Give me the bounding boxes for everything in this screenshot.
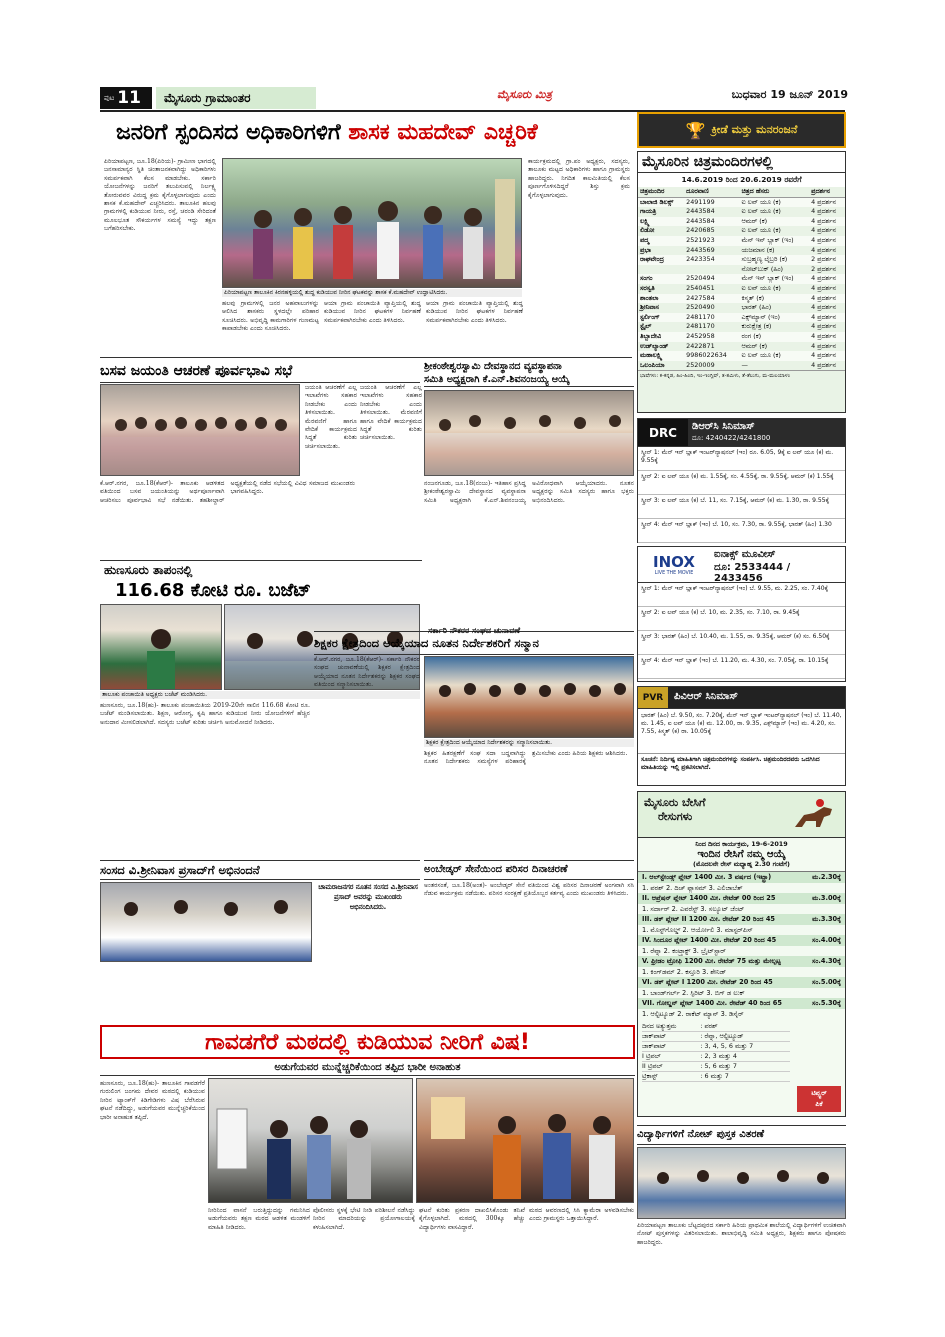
race-row (638, 893, 845, 904)
cinema-shows: 4 ಪ್ರದರ್ಶನ (811, 293, 837, 302)
cinema-shows: 4 ಪ್ರದರ್ಶನ (811, 283, 837, 292)
race-picks: 1. ಸರ್ದಾರ್ 2. ಎವರೆಸ್ಟ್ 3. ಸಲ್ಯೂಟ್ ಜೆಂಟ್ (642, 904, 745, 913)
drc-title: ಡಿಆರ್‌ಸಿ ಸಿನಿಮಾಸ್ (692, 421, 755, 432)
cinema-theatre: ಸರಸ್ವತಿ (640, 283, 655, 292)
race-time: ಮ.2.30ಕ್ಕೆ (812, 873, 841, 881)
budget-headline: 116.68 ಕೋಟಿ ರೂ. ಬಜೆಟ್ (115, 580, 311, 601)
sports-banner (637, 112, 846, 148)
lead-photo-figures (223, 159, 522, 288)
cinema-row (638, 274, 845, 284)
race-summary-key: ಜಾಕ್‌ಪಾಟ್ (642, 1032, 700, 1042)
race-row (638, 914, 845, 925)
screen-showtime: ಸ್ಕ್ರೀನ್ 4: ಮೆನ್ ಇನ್ ಬ್ಲಾಕ್ (ಇಂ) ಬೆ. 11.20, ಮ. 4.30, ಸಂ. 7.05ಕ್ಕೆ, ರಾ. 10.15ಕ್ಕೆ (638, 655, 845, 679)
pvr-logo: PVR (638, 687, 668, 708)
section-name: ಮೈಸೂರು ಗ್ರಾಮಾಂತರ (156, 87, 316, 109)
race-time: ಸಂ.5.30ಕ್ಕೆ (811, 999, 841, 1007)
race-title-line2: ರೇಸುಗಳು (658, 810, 693, 823)
cinema-phone: 2491199 (686, 197, 715, 206)
cinema-col-shows: ಪ್ರದರ್ಶನ (811, 187, 830, 195)
lead-headline-part1: ಜನರಿಗೆ ಸ್ಪಂದಿಸದ ಅಧಿಕಾರಿಗಳಿಗೆ (116, 120, 349, 145)
cinema-movie: ಭಾರತ್ (ಹಿಂ) (741, 303, 772, 312)
teacher-photo (424, 656, 634, 738)
screen-showtime: ಸ್ಕ್ರೀನ್ 4: ಮೆನ್ ಇನ್ ಬ್ಲಾಕ್ (ಇಂ) ಬೆ. 10, ಸಂ. 7.30, ರಾ. 9.55ಕ್ಕೆ, ಭಾರತ್ (ಹಿಂ) 1.30 (638, 519, 845, 543)
mp-headline: ಸಂಸದ ವಿ.ಶ್ರೀನಿವಾಸ ಪ್ರಸಾದ್‌ಗೆ ಅಭಿನಂದನೆ (100, 860, 420, 880)
mp-photo-figures (101, 883, 312, 962)
cinema-movie: ಕುರುಕ್ಷೇತ್ರ (ಕ) (741, 322, 772, 331)
cinema-theatre: ಶ್ರೀನಿವಾಸ (640, 303, 659, 312)
screen-showtime: ಸ್ಕ್ರೀನ್ 1: ಮೆನ್ ಇನ್ ಬ್ಲಾಕ್ ಇಂಟರ್‌ನ್ಯಾಷನಲ್ (ಇಂ) ಬೆ. 9.55, ಮ. 2.25, ಸಂ. 7.40ಕ್ಕೆ (638, 583, 845, 607)
screen-showtime: ಸ್ಕ್ರೀನ್ 3: ಭಾರತ್ (ಹಿಂ) ಬೆ. 10.40, ಮ. 1.55, ರಾ. 9.35ಕ್ಕೆ, ಆಮರ್ (ಕ) ಸಂ. 6.50ಕ್ಕೆ (638, 631, 845, 655)
race-day: ನಿಂದ ದಿನದ ಕಾರ್ಯಕ್ರಮ, 19-6-2019 (695, 840, 788, 848)
cinema-theatre: ಮಹಾಲಕ್ಷ್ಮಿ (640, 351, 663, 360)
cinema-theatre: ಸ್ಟೈಲ್ (640, 322, 652, 331)
budget-photo-left-figure (101, 605, 222, 690)
trophy-icon: 🏆 (685, 120, 706, 140)
lead-photo-caption: ಪಿರಿಯಾಪಟ್ಟಣ ತಾಲೂಕಿನ ಕಿರನಹಳ್ಳಿಯಲ್ಲಿ ಶುದ್ಧ ಕುಡಿಯುವ ನೀರಿನ ಘಟಕವನ್ನು ಶಾಸಕ ಕೆ.ಮಹದೇವ್ ಉದ್ಘಾಟಿಸಿದರು. (222, 289, 522, 297)
drc-logo: DRC (638, 419, 688, 446)
cinema-movie: ಆಮರ್ (ಕ) (741, 341, 768, 350)
temple-photo (424, 390, 634, 476)
page-label: ಪುಟ (104, 93, 115, 102)
race-summary-key: ಜಾಕ್‌ಪಾಟ್ (642, 1042, 700, 1052)
mp-photo (100, 882, 312, 962)
race-summary-row (642, 1032, 790, 1042)
drc-phone: ದೂ: 4240422/4241800 (692, 434, 771, 442)
cinema-theatre: ಲಿಡೋ (640, 226, 655, 235)
water-body2: ನೀರಿನಿಂದ ವಾಸನೆ ಬರುತ್ತಿದ್ದುದನ್ನು ಗಮನಿಸಿದ ಅಡುಗೆಯವರು ತಕ್ಷಣ ಮಠದ ಆಡಳಿತ ಮಂಡಳಿಗೆ ಮಾಹಿತಿ ನೀಡಿದರು. (208, 1207, 310, 1231)
temple-headline-line2: ಸಮಿತಿ ಅಧ್ಯಕ್ಷರಾಗಿ ಕೆ.ಎನ್.ಶಿವನಂಜಯ್ಯ ಆಯ್ಕೆ (424, 374, 570, 385)
cinema-movie: ಸುಬ್ರಹ್ಮಣ್ಯ ಲೈಬ್ರರಿ (ಕ) (741, 255, 788, 264)
teacher-photo-caption: ಶಿಕ್ಷಕರ ಕ್ಷೇತ್ರದಿಂದ ಆಯ್ಕೆಯಾದ ನಿರ್ದೇಶಕರನ್ನು ಸನ್ಮಾನಿಸಲಾಯಿತು. (424, 739, 634, 747)
race-row (638, 998, 845, 1009)
cinema-phone: 2452958 (686, 331, 715, 340)
temple-headline (424, 360, 634, 387)
screen-showtime: ಸ್ಕ್ರೀನ್ 2: ಐ ಲವ್ ಯೂ (ಕ) ಮ. 1.55ಕ್ಕೆ, ಸಂ. 4.55ಕ್ಕೆ, ರಾ. 9.55ಕ್ಕೆ, ಆಮರ್ (ಕ) 1.55ಕ್ಕೆ (638, 471, 845, 495)
water-photo-left (208, 1078, 413, 1203)
ambedkar-body: ಅಂತರಸಂತೆ, ಜೂ.18(ಅಂತ)- ಅಂಬೇಡ್ಕರ್ ಸೇನೆ ವತಿಯಿಂದ ವಿಶ್ವ ಪರಿಸರ ದಿನಾಚರಣೆ ಅಂಗವಾಗಿ ಸಸಿ ನೆಡುವ ಕಾರ್ಯಕ್ರಮ ನಡೆಯಿತು. ಪರಿಸರ ಸಂರಕ್ಷಣೆ ಪ್ರತಿಯೊಬ್ಬರ ಕರ್ತವ್ಯ ಎಂದು ಮುಖಂಡರು ತಿಳಿಸಿದರು. (424, 882, 634, 898)
page-number: 11 (117, 88, 141, 108)
cinema-row (638, 351, 845, 361)
race-row (638, 977, 845, 988)
teacher-body: ಕೆ.ಆರ್.ನಗರ, ಜೂ.18(ಕೆಆರ್)- ಸರ್ಕಾರಿ ನೌಕರರ ಸಂಘದ ಚುನಾವಣೆಯಲ್ಲಿ ಶಿಕ್ಷಕರ ಕ್ಷೇತ್ರದಿಂದ ಆಯ್ಕೆಯಾದ ನೂತನ ನಿರ್ದೇಶಕರನ್ನು ಶಿಕ್ಷಕರ ಸಂಘದ ವತಿಯಿಂದ ಸನ್ಮಾನಿಸಲಾಯಿತು. (314, 656, 420, 689)
cinema-phone: 2443569 (686, 245, 715, 254)
tipster-line2: ಪಿಕೆ (815, 1100, 823, 1108)
cinema-shows: 4 ಪ್ರದರ್ಶನ (811, 351, 837, 360)
cinema-row (638, 197, 845, 207)
cinema-shows: 4 ಪ್ರದರ್ಶನ (811, 226, 837, 235)
cinema-theatre: ಒಲಂಪಿಯಾ (640, 360, 665, 369)
cinema-legend: ಭಾಷೆಗಳು: ಕ-ಕನ್ನಡ, ಹಿಂ-ಹಿಂದಿ, ಇಂ-ಇಂಗ್ಲಿಷ್, ತ-ತಮಿಳು, ತೆ-ತೆಲುಗು, ಮ-ಮಲಯಾಳಂ (638, 370, 845, 382)
race-summary-value: : 6 ಮತ್ತು 7 (700, 1072, 790, 1082)
race-row (638, 872, 845, 883)
cinema-shows: 4 ಪ್ರದರ್ಶನ (811, 322, 837, 331)
temple-body: ನಂಜನಗೂಡು, ಜೂ.18(ನಂಜು)- ಇತಿಹಾಸ ಪ್ರಸಿದ್ಧ ಶ್ರೀಕಂಠೇಶ್ವರಸ್ವಾಮಿ ದೇವಸ್ಥಾನದ ವ್ಯವಸ್ಥಾಪನಾ ಸಮಿತಿ ಅಧ್ಯಕ್ಷರಾಗಿ ಕೆ.ಎನ್.ಶಿವನಂಜಯ್ಯ ಅವಿರೋಧವಾಗಿ ಆಯ್ಕೆಯಾದರು. ನೂತನ ಅಧ್ಯಕ್ಷರನ್ನು ಸಮಿತಿ ಸದಸ್ಯರು ಹಾಗೂ ಭಕ್ತರು ಅಭಿನಂದಿಸಿದರು. (424, 480, 634, 504)
cinema-row (638, 294, 845, 304)
cinema-title: ಮೈಸೂರಿನ ಚಿತ್ರಮಂದಿರಗಳಲ್ಲಿ (638, 152, 845, 173)
cinema-phone: 2540451 (686, 283, 715, 292)
pvr-title: ಪಿವಿಆರ್ ಸಿನಿಮಾಸ್ (668, 687, 845, 708)
race-time: ಸಂ.4.00ಕ್ಕೆ (811, 936, 841, 944)
race-summary-key: II ಟ್ರಿಪಲ್ (642, 1062, 700, 1072)
page-number-box (100, 87, 152, 109)
race-title: I. ಆಲ್‌ಸ್ಟೇಂಡ್ಸ್ ಪ್ಲೇಟ್ 1400 ಮೀ. 3 ವರ್ಷದ (ಇಟ್ಟ್ರಾ) (642, 873, 772, 881)
race-header (638, 792, 845, 838)
cinema-phone: 2427584 (686, 293, 715, 302)
budget-kicker: ಹುಣಸೂರು ತಾಪಂನಲ್ಲಿ (104, 563, 193, 577)
cinema-row (638, 313, 845, 323)
screen-showtime: ಸ್ಕ್ರೀನ್ 2: ಐ ಲವ್ ಯೂ (ಕ) ಬೆ. 10, ಮ. 2.35, ಸಂ. 7.10, ರಾ. 9.45ಕ್ಕೆ (638, 607, 845, 631)
cinema-shows: 4 ಪ್ರದರ್ಶನ (811, 245, 837, 254)
cinema-movie: ಐ ಲವ್ ಯೂ (ಕ) (741, 197, 781, 206)
drc-screens (638, 447, 845, 543)
pvr-body: ಭಾರತ್ (ಹಿಂ) ಬೆ. 9.50, ಸಂ. 7.20ಕ್ಕೆ, ಮೆನ್ ಇನ್ ಬ್ಲಾಕ್ ಇಂಟರ್‌ನ್ಯಾಷನಲ್ (ಇಂ) ಬೆ. 11.40, ಮ. 1.45, ಐ ಲವ್ ಯೂ (ಕ) ಮ. 12.00, ರಾ. 9.35, ಎಕ್ಸ್‌ಮ್ಯಾನ್ (ಇಂ) ಮ. 4.20, ಸಂ. 7.55, ಕಿಸ್ಮತ್ (ಕ) ರಾ. 10.05ಕ್ಕೆ (641, 712, 842, 735)
cinema-movie: ಐ ಲವ್ ಯೂ (ಕ) (741, 207, 781, 216)
cinema-shows: 2 ಪ್ರದರ್ಶನ (811, 255, 837, 264)
cinema-theatre: ಪ್ರಭಾ (640, 245, 651, 254)
race-summary-value: : 5, 6 ಮತ್ತು 7 (700, 1062, 790, 1072)
lead-col1: ಪಿರಿಯಾಪಟ್ಟಣ, ಜೂ.18(ಪಿರಿಯ)- ಗ್ರಾಮೀಣ ಭಾಗದಲ್ಲಿ ಜನಸಾಮಾನ್ಯರ ಸ್ಥಿತಿ ಚಿಂತಾಜನಕವಾಗಿದ್ದು ಅಧಿಕಾರಿಗಳು ಸಮರ್ಪಕವಾಗಿ ಕೆಲಸ ಮಾಡಬೇಕು. ಸರ್ಕಾರಿ ಯೋಜನೆಗಳನ್ನು ಜನರಿಗೆ ತಲುಪಿಸುವಲ್ಲಿ ನಿರ್ಲಕ್ಷ್ಯ ತೋರುವವರ ವಿರುದ್ಧ ಕ್ರಮ ಕೈಗೊಳ್ಳಲಾಗುವುದು ಎಂದು ಶಾಸಕ ಕೆ.ಮಹದೇವ್ ಎಚ್ಚರಿಸಿದರು. ತಾಲೂಕಿನ ಹಲವು ಗ್ರಾಮಗಳಲ್ಲಿ ಕುಡಿಯುವ ನೀರು, ರಸ್ತೆ, ಚರಂಡಿ ಸೇರಿದಂತೆ ಮೂಲಭೂತ ಸೌಕರ್ಯಗಳ ಸಮಸ್ಯೆ ಇದ್ದು ತಕ್ಷಣ ಬಗೆಹರಿಸಬೇಕು. (104, 158, 216, 233)
pvr-box (637, 686, 846, 786)
cinema-row (638, 361, 845, 371)
cinema-movie: ಮೆನ್ ಇನ್ ಬ್ಲಾಕ್ (ಇಂ) (741, 235, 794, 244)
inox-logo-text: INOX (653, 553, 695, 571)
race-today: ಇಂದಿನ ರೇಸಿಗೆ ನಮ್ಮ ಆಯ್ಕೆ (697, 849, 786, 860)
teacher-headline: ಶಿಕ್ಷಕರ ಕ್ಷೇತ್ರದಿಂದ ಆಯ್ಕೆಯಾದ ನೂತನ ನಿರ್ದೇಶಕರಿಗೆ ಸನ್ಮಾನ (314, 632, 634, 655)
cinema-movie: ಯಜಮಾನ (ಕ) (741, 245, 775, 254)
race-row (638, 956, 845, 967)
cinema-phone (684, 265, 739, 275)
cinema-theatre: ಲಕ್ಷ್ಮಿ (640, 216, 650, 225)
race-picks: 1. ಬಾಂಡ್‌ಗರ್ಲ್ 2. ಸ್ಪಿರಿಟ್ 3. ಬಿಗ್ ಡ ಲುಕ್ (642, 988, 745, 997)
cinema-row (638, 236, 845, 246)
sports-banner-text: ಕ್ರೀಡೆ ಮತ್ತು ಮನರಂಜನೆ (711, 123, 798, 136)
cinema-theatre: ಗಾಯತ್ರಿ (640, 207, 657, 216)
cinema-movie: ಕಿಸ್ಮತ್ (ಕ) (741, 293, 765, 302)
race-time: ಸಂ.4.30ಕ್ಕೆ (811, 957, 841, 965)
race-header-text (638, 792, 785, 837)
cinema-shows: 2 ಪ್ರದರ್ಶನ (811, 264, 837, 273)
notebook-headline: ವಿದ್ಯಾರ್ಥಿಗಳಿಗೆ ನೋಟ್ ಪುಸ್ತಕ ವಿತರಣೆ (637, 1125, 846, 1145)
cinema-phone: 2443584 (686, 207, 715, 216)
cinema-phone: 2520009 (686, 360, 715, 369)
teacher-photo-figures (425, 657, 634, 738)
lead-col2: ಹಲವು ಗ್ರಾಮಗಳಲ್ಲಿ ಜನರ ಅಹವಾಲುಗಳನ್ನು ಆಲಿಸಿದ ಶಾಸಕರು ಸ್ಥಳದಲ್ಲೇ ಪರಿಹಾರ ಸೂಚಿಸಿದರು. ಅಭಿವೃದ್ಧಿ ಕಾಮಗಾರಿಗಳ ಗುಣಮಟ್ಟ ಕಾಪಾಡಬೇಕು ಎಂದು ಸೂಚಿಸಿದರು. (222, 300, 319, 333)
water-body3: ಪೊಲೀಸರು ಸ್ಥಳಕ್ಕೆ ಭೇಟಿ ನೀಡಿ ಪರಿಶೀಲನೆ ನಡೆಸಿದ್ದು ನೀರಿನ ಮಾದರಿಯನ್ನು ಪ್ರಯೋಗಾಲಯಕ್ಕೆ ಕಳುಹಿಸಲಾಗಿದೆ. (313, 1207, 415, 1231)
water-headline-box (100, 1025, 635, 1059)
tipster-line1: ಟಿಪ್ಸ್ಟರ್ (811, 1089, 827, 1097)
cinema-rows (638, 197, 845, 370)
race-title: VI. ಡಕ್ ಪ್ಲೇಟ್ I 1200 ಮೀ. ರೇಟೆಡ್ 20 ರಿಂದ 45 (642, 978, 773, 986)
cinema-shows: 4 ಪ್ರದರ್ಶನ (811, 312, 837, 321)
lead-rule (100, 357, 632, 358)
cinema-movie: ಆಮರ್ (ಕ) (741, 216, 768, 225)
issue-date: ಬುಧವಾರ 19 ಜೂನ್ 2019 (731, 88, 848, 101)
cinema-box (637, 151, 846, 413)
cinema-row (638, 322, 845, 332)
drc-header-text (688, 419, 845, 446)
mp-caption: ಚಾಮರಾಜನಗರ ನೂತನ ಸಂಸದ ವಿ.ಶ್ರೀನಿವಾಸ ಪ್ರಸಾದ್ ಅವರನ್ನು ಮುಖಂಡರು ಅಭಿನಂದಿಸಿದರು. (318, 883, 418, 911)
lead-col3b: ಆಯಾ ಗ್ರಾಮ ಪಂಚಾಯಿತಿ ವ್ಯಾಪ್ತಿಯಲ್ಲಿ ಶುದ್ಧ ಕುಡಿಯುವ ನೀರಿನ ಘಟಕಗಳ ನಿರ್ವಹಣೆ ಸಮರ್ಪಕವಾಗಿರಬೇಕು ಎಂದು ತಿಳಿಸಿದರು. (426, 300, 523, 324)
cinema-theatre: ಪದ್ಮ (640, 235, 650, 244)
cinema-row (638, 303, 845, 313)
race-picks: 1. ಆಲ್ಟಿಟ್ಯೂಡ್ 2. ರಾಕೆಟ್ ಮ್ಯಾನ್ 3. ಡಿಸೈರ್ (642, 1009, 744, 1018)
cinema-phone: 2481170 (686, 322, 715, 331)
race-title: II. ಆಪ್ರೆಷನ್ ಪ್ಲೇಟ್ 1400 ಮೀ. ರೇಟೆಡ್ 00 ರಿಂದ 25 (642, 894, 776, 902)
cinema-row (638, 255, 845, 265)
tipster-badge (797, 1086, 841, 1112)
ambedkar-headline: ಅಂಬೇಡ್ಕರ್ ಸೇನೆಯಿಂದ ಪರಿಸರ ದಿನಾಚರಣೆ (424, 860, 634, 880)
cinema-col-theatre: ಚಿತ್ರಮಂದಿರ (640, 187, 665, 195)
water-headline: ಗಾವಡಗೆರೆ ಮಠದಲ್ಲಿ ಕುಡಿಯುವ ನೀರಿಗೆ ವಿಷ! (205, 1029, 530, 1055)
lead-col3: ಆಯಾ ಗ್ರಾಮ ಪಂಚಾಯಿತಿ ವ್ಯಾಪ್ತಿಯಲ್ಲಿ ಶುದ್ಧ ಕುಡಿಯುವ ನೀರಿನ ಘಟಕಗಳ ನಿರ್ವಹಣೆ ಸಮರ್ಪಕವಾಗಿರಬೇಕು ಎಂದು ತಿಳಿಸಿದರು. (324, 300, 421, 324)
race-picks: 1. ಪರಶ್ 2. ದಿಚ್ ಫ್ಲಾಸಮ್ 3. ಎಲಿಜಾಬೆತ್ (642, 883, 743, 892)
cinema-shows: 4 ಪ್ರದರ್ಶನ (811, 341, 837, 350)
cinema-shows: 4 ಪ್ರದರ್ಶನ (811, 303, 837, 312)
cinema-row (638, 332, 845, 342)
water-body4: ಘಟನೆ ಕುರಿತು ಪ್ರಕರಣ ದಾಖಲಿಸಿಕೊಂಡು ತನಿಖೆ ಕೈಗೊಳ್ಳಲಾಗಿದೆ. ಮಠದಲ್ಲಿ 300ಕ್ಕೂ ಹೆಚ್ಚು ವಿದ್ಯಾರ್ಥಿಗಳು ವಾಸವಿದ್ದಾರೆ. (419, 1207, 525, 1231)
cinema-table-header (638, 187, 845, 197)
race-list (638, 872, 845, 1019)
cinema-movie: ಎಕ್ಸ್‌ಮ್ಯಾನ್ (ಇಂ) (741, 312, 781, 321)
lead-col4: ಕಾರ್ಯಕ್ರಮದಲ್ಲಿ ಗ್ರಾ.ಪಂ ಅಧ್ಯಕ್ಷರು, ಸದಸ್ಯರು, ತಾಲೂಕು ಮಟ್ಟದ ಅಧಿಕಾರಿಗಳು ಹಾಗೂ ಗ್ರಾಮಸ್ಥರು ಹಾಜರಿದ್ದರು. ನಿಗದಿತ ಕಾಲಮಿತಿಯಲ್ಲಿ ಕೆಲಸ ಪೂರ್ಣಗೊಳಿಸದಿದ್ದರೆ ಶಿಸ್ತು ಕ್ರಮ ಕೈಗೊಳ್ಳಲಾಗುವುದು. (528, 158, 630, 199)
cinema-shows: 4 ಪ್ರದರ್ಶನ (811, 331, 837, 340)
basava-photo (100, 384, 300, 476)
cinema-phone: 2520494 (686, 274, 715, 283)
lead-photo (222, 158, 522, 288)
cinema-theatre: ಉಡ್‌ಲ್ಯಾಂಡ್ (640, 341, 669, 350)
race-summary-value: : ರೆವ್ನಾ, ಆಲ್ಟಿಟ್ಯೂಡ್ (700, 1032, 790, 1042)
cinema-theatre: ಸ್ಟರ್ಲಿಂಗ್ (640, 312, 660, 321)
race-summary-key: I ಟ್ರಿಪಲ್ (642, 1052, 700, 1062)
horse-rider-svg (790, 795, 840, 835)
race-summary-value: : ಪರಶ್ (700, 1022, 790, 1032)
cinema-phone: 2422871 (686, 341, 715, 350)
race-summary-row (642, 1042, 790, 1052)
cinema-shows: 4 ಪ್ರದರ್ಶನ (811, 216, 837, 225)
cinema-movie: ಐ ಲವ್ ಯೂ (ಕ) (741, 226, 781, 235)
cinema-col-phone: ದೂರವಾಣಿ (686, 187, 709, 195)
temple-photo-figures (425, 391, 634, 476)
race-summary-row (642, 1022, 790, 1032)
race-summary-key: ಟ್ರಿಕಾಸ್ಟ್ (642, 1072, 700, 1082)
race-time: ಸಂ.5.00ಕ್ಕೆ (811, 978, 841, 986)
race-summary-value: : 2, 3 ಮತ್ತು 4 (700, 1052, 790, 1062)
horse-icon (785, 792, 845, 837)
water-subhead: ಅಡುಗೆಯವರ ಮುನ್ನೆಚ್ಚರಿಕೆಯಿಂದ ತಪ್ಪಿದ ಭಾರೀ ಅನಾಹುತ (100, 1062, 635, 1076)
budget-photo-caption: ತಾಲೂಕು ಪಂಚಾಯಿತಿ ಅಧ್ಯಕ್ಷರು ಬಜೆಟ್ ಮಂಡಿಸಿದರು. (100, 691, 420, 699)
race-title: V. ಫ್ರೀಡಂ ಟ್ರೋಫಿ 1200 ಮೀ. ರೇಟೆಡ್ 75 ಮತ್ತು ಮೇಲ್ಪಟ್ಟ (642, 957, 782, 965)
cinema-theatre: ಬಾಲಾಜಿ ಡಿಲಕ್ಸ್ (640, 197, 674, 206)
water-photo-right-figures (417, 1079, 634, 1203)
temple-headline-line1: ಶ್ರೀಕಂಠೇಶ್ವರಸ್ವಾಮಿ ದೇವಸ್ಥಾನದ ವ್ಯವಸ್ಥಾಪನಾ (424, 361, 562, 372)
inox-header (638, 547, 845, 583)
inox-phone: ದೂ: 2533444 / 2433456 (714, 562, 791, 584)
race-summary-key: ದಿನದ ಅತ್ಯುತ್ತಮ (642, 1022, 700, 1032)
race-title: IV. ಸಿಂದೂರ ಪ್ಲೇಟ್ 1400 ಮೀ. ರೇಟೆಡ್ 20 ರಿಂದ 45 (642, 936, 777, 944)
cinema-phone: 2521923 (686, 235, 715, 244)
screen-showtime: ಸ್ಕ್ರೀನ್ 1: ಮೆನ್ ಇನ್ ಬ್ಲಾಕ್ ಇಂಟರ್‌ನ್ಯಾಷನಲ್ (ಇಂ) ರೂ. 6.05, 9ಕ್ಕೆ ಐ ಲವ್ ಯೂ (ಕ) ಮ. 9.55ಕ್ಕೆ (638, 447, 845, 471)
cinema-movie: ಐ ಲವ್ ಯೂ (ಕ) (741, 283, 781, 292)
cinema-movie: ನೋಟ್‌ಬುಕ್ (ಹಿಂ) (741, 264, 784, 273)
basava-side: ಜಯಂತಿ ಆಚರಣೆಗೆ ಎಲ್ಲ ಇಲಾಖೆಗಳು ಸಹಕಾರ ನೀಡಬೇಕು ಎಂದು ತಿಳಿಸಲಾಯಿತು. ಮೆರವಣಿಗೆ ಹಾಗೂ ವೇದಿಕೆ ಕಾರ್ಯಕ್ರಮದ ಸಿದ್ಧತೆ ಕುರಿತು ಚರ್ಚಿಸಲಾಯಿತು. (305, 384, 357, 450)
water-body1: ಹುಣಸೂರು, ಜೂ.18(ಹು)- ತಾಲೂಕಿನ ಗಾವಡಗೆರೆ ಗುರುಲಿಂಗ ಜಂಗಮ ದೇವರ ಮಠದಲ್ಲಿ ಕುಡಿಯುವ ನೀರಿನ ಟ್ಯಾಂಕ್‌ಗೆ ಕಿಡಿಗೇಡಿಗಳು ವಿಷ ಬೆರೆಸಿರುವ ಘಟನೆ ನಡೆದಿದ್ದು, ಅಡುಗೆಯವರ ಮುನ್ನೆಚ್ಚರಿಕೆಯಿಂದ ಭಾರೀ ಅನಾಹುತ ತಪ್ಪಿದೆ. (100, 1080, 205, 1121)
race-summary-value: : 3, 4, 5, 6 ಮತ್ತು 7 (700, 1042, 790, 1052)
cinema-row (638, 342, 845, 352)
screen-showtime: ಸ್ಕ್ರೀನ್ 3: ಐ ಲವ್ ಯೂ (ಕ) ಬೆ. 11, ಸಂ. 7.15ಕ್ಕೆ, ಆಮರ್ (ಕ) ಮ. 1.30, ರಾ. 9.55ಕ್ಕೆ (638, 495, 845, 519)
cinema-phone: 9986022634 (686, 351, 727, 360)
cinema-col-movie: ಚಿತ್ರದ ಹೆಸರು (741, 187, 770, 195)
cinema-phone: 2423354 (686, 255, 715, 264)
cinema-theatre: ಸಂಗಂ (640, 274, 653, 283)
drc-box (637, 418, 846, 543)
water-photo-left-figures (209, 1079, 413, 1203)
cinema-shows: 4 ಪ್ರದರ್ಶನ (811, 274, 837, 283)
lead-headline-part2: ಶಾಸಕ ಮಹದೇವ್ ಎಚ್ಚರಿಕೆ (348, 120, 538, 145)
pvr-header (638, 687, 845, 709)
cinema-range: 14.6.2019 ರಿಂದ 20.6.2019 ರವರೆಗೆ (638, 173, 845, 187)
notebook-photo-figures (638, 1148, 846, 1219)
cinema-row (638, 246, 845, 256)
paper-name: ಮೈಸೂರು ಮಿತ್ರ (497, 88, 552, 101)
race-title-line1: ಮೈಸೂರು ಬೇಸಿಗೆ (644, 796, 706, 809)
cinema-row (638, 217, 845, 227)
cinema-shows: 4 ಪ್ರದರ್ಶನ (811, 207, 837, 216)
race-summary-row (642, 1062, 790, 1072)
cinema-phone: 2481170 (686, 312, 715, 321)
cinema-movie: — (741, 360, 748, 369)
race-summary-row (642, 1052, 790, 1062)
race-picks: 1. ಮೊಸ್ಟ್‌ಗೊಲ್ಡ್ 2. ಆರ್ಯೋಲಿ 3. ಮಾಸ್ಟರ್‌ಪಿಸ್ (642, 925, 753, 934)
basava-headline: ಬಸವ ಜಯಂತಿ ಆಚರಣೆ ಪೂರ್ವಭಾವಿ ಸಭೆ (100, 360, 420, 383)
race-summary (642, 1022, 790, 1082)
race-title: VII. ಗೋಲ್ಡನ್ ಪ್ಲೇಟ್ 1400 ಮೀ. ರೇಟೆಡ್ 40 ರಿಂದ 65 (642, 999, 782, 1007)
cinema-phone: 2520490 (686, 303, 715, 312)
teacher-body2: ಶಿಕ್ಷಕರ ಹಿತರಕ್ಷಣೆಗೆ ಸಂಘ ಸದಾ ಬದ್ಧವಾಗಿದ್ದು ನೂತನ ನಿರ್ದೇಶಕರು ಸಮಸ್ಯೆಗಳ ಪರಿಹಾರಕ್ಕೆ ಶ್ರಮಿಸಬೇಕು ಎಂದು ಹಿರಿಯ ಶಿಕ್ಷಕರು ಆಶಿಸಿದರು. (424, 750, 628, 766)
cinema-row (638, 265, 845, 275)
race-picks: 1. ರೆವ್ನಾ 2. ಕಂಟ್ರ್ಯಾಕ್ಟ್ 3. ಬ್ರೈಟ್‌ಸ್ಟಾರ್ (642, 946, 726, 955)
cinema-movie: ಮೆನ್ ಇನ್ ಬ್ಲಾಕ್ (ಇಂ) (741, 274, 794, 283)
cinema-theatre: ತಿಬ್ಬಾದೇವಿ (640, 331, 662, 340)
race-summary-row (642, 1072, 790, 1082)
pvr-notice: ಸೂಚನೆ: ನಿರ್ದಿಷ್ಟ ಮಾಹಿತಿಗಾಗಿ ಚಿತ್ರಮಂದಿರಗಳನ್ನು ಸಂಪರ್ಕಿಸಿ. ಚಿತ್ರಮಂದಿರದವರು ಒದಗಿಸಿದ ಮಾಹಿತಿಯನ್ನು ಇಲ್ಲಿ ಪ್ರಕಟಿಸಲಾಗಿದೆ. (638, 753, 845, 785)
cinema-table (638, 187, 845, 370)
cinema-theatre: ರಾಘವೇಂದ್ರ (640, 255, 664, 264)
notebook-body: ಪಿರಿಯಾಪಟ್ಟಣ ತಾಲೂಕು ಬೆಟ್ಟದಪುರದ ಸರ್ಕಾರಿ ಹಿರಿಯ ಪ್ರಾಥಮಿಕ ಶಾಲೆಯಲ್ಲಿ ವಿದ್ಯಾರ್ಥಿಗಳಿಗೆ ಉಚಿತವಾಗಿ ನೋಟ್ ಪುಸ್ತಕಗಳನ್ನು ವಿತರಿಸಲಾಯಿತು. ಶಾಲಾಭಿವೃದ್ಧಿ ಸಮಿತಿ ಅಧ್ಯಕ್ಷರು, ಶಿಕ್ಷಕರು ಹಾಗೂ ಪೋಷಕರು ಹಾಜರಿದ್ದರು. (637, 1222, 846, 1246)
notebook-photo (637, 1147, 846, 1219)
cinema-movie: ಐ ಲವ್ ಯೂ (ಕ) (741, 351, 781, 360)
basava-body: ಕೆ.ಆರ್.ನಗರ, ಜೂ.18(ಕೆಆರ್)- ತಾಲೂಕು ಆಡಳಿತದ ವತಿಯಿಂದ ಬಸವ ಜಯಂತಿಯನ್ನು ಅರ್ಥಪೂರ್ಣವಾಗಿ ಆಚರಿಸಲು ಪೂರ್ವಭಾವಿ ಸಭೆ ನಡೆಯಿತು. ತಹಶೀಲ್ದಾರ್ ಅಧ್ಯಕ್ಷತೆಯಲ್ಲಿ ನಡೆದ ಸಭೆಯಲ್ಲಿ ವಿವಿಧ ಸಮಾಜದ ಮುಖಂಡರು ಭಾಗವಹಿಸಿದ್ದರು. (100, 480, 355, 504)
cinema-phone: 2443584 (686, 216, 715, 225)
inox-header-text (710, 547, 845, 582)
cinema-phone: 2420685 (686, 226, 715, 235)
budget-photo-left (100, 604, 222, 690)
cinema-theatre: ಶಾಂತಲಾ (640, 293, 659, 302)
race-time: ಮ.3.00ಕ್ಕೆ (812, 894, 841, 902)
teacher-kicker: ಸರ್ಕಾರಿ ನೌಕರರ ಸಂಘದ ಚುನಾವಣೆ (427, 626, 521, 635)
inox-screens (638, 583, 845, 679)
inox-box (637, 546, 846, 682)
race-box (637, 791, 846, 1117)
cinema-movie: ರಂಗ (ಕ) (741, 331, 762, 340)
race-title: III. ಡಕ್ ಪ್ಲೇಟ್ II 1200 ಮೀ. ರೇಟೆಡ್ 20 ರಿಂದ 45 (642, 915, 776, 923)
race-time: ಮ.3.30ಕ್ಕೆ (812, 915, 841, 923)
teacher-kicker-box (314, 618, 634, 635)
basava-photo-figures (101, 385, 300, 476)
cinema-row (638, 284, 845, 294)
budget-body: ಹುಣಸೂರು, ಜೂ.18(ಹು)- ತಾಲೂಕು ಪಂಚಾಯಿತಿಯ 2019-20ನೇ ಸಾಲಿನ 116.68 ಕೋಟಿ ರೂ. ಬಜೆಟ್ ಮಂಡಿಸಲಾಯಿತು. ಶಿಕ್ಷಣ, ಆರೋಗ್ಯ, ಕೃಷಿ ಹಾಗೂ ಕುಡಿಯುವ ನೀರು ಯೋಜನೆಗಳಿಗೆ ಹೆಚ್ಚಿನ ಅನುದಾನ ಮೀಸಲಿಡಲಾಗಿದೆ. ಸದಸ್ಯರು ಬಜೆಟ್ ಕುರಿತು ಚರ್ಚಿಸಿ ಅನುಮೋದನೆ ನೀಡಿದರು. (100, 702, 310, 726)
cinema-row (638, 226, 845, 236)
water-body5: ಮಠದ ಆವರಣದಲ್ಲಿ ಸಿಸಿ ಕ್ಯಾಮೆರಾ ಅಳವಡಿಸಬೇಕು ಎಂದು ಗ್ರಾಮಸ್ಥರು ಒತ್ತಾಯಿಸಿದ್ದಾರೆ. (529, 1207, 634, 1223)
race-picks: 1. ಕಿಂಗ್‌ಡಮ್ 2. ಕಸ್ತೂರಿ 3. ಶೇನಿಡ್ (642, 967, 727, 976)
cinema-shows: 4 ಪ್ರದರ್ಶನ (811, 197, 837, 206)
inox-logo-sub: LIVE THE MOVIE (654, 571, 694, 576)
cinema-shows: 4 ಪ್ರದರ್ಶನ (811, 360, 837, 369)
inox-title: ಐನಾಕ್ಸ್ ಮೂವೀಸ್ (714, 549, 776, 560)
water-photo-right (416, 1078, 634, 1203)
cinema-theatre (638, 265, 684, 275)
basava-body2: ಜಯಂತಿ ಆಚರಣೆಗೆ ಎಲ್ಲ ಇಲಾಖೆಗಳು ಸಹಕಾರ ನೀಡಬೇಕು ಎಂದು ತಿಳಿಸಲಾಯಿತು. ಮೆರವಣಿಗೆ ಹಾಗೂ ವೇದಿಕೆ ಕಾರ್ಯಕ್ರಮದ ಸಿದ್ಧತೆ ಕುರಿತು ಚರ್ಚಿಸಲಾಯಿತು. (360, 384, 422, 442)
cinema-row (638, 207, 845, 217)
lead-headline (116, 115, 636, 151)
inox-logo (638, 547, 710, 582)
cinema-shows: 4 ಪ್ರದರ್ಶನ (811, 235, 837, 244)
race-first: (ಮೊದಲನೇ ರೇಸ್ ಮಧ್ಯಾಹ್ನ 2.30 ಗಂಟೆಗೆ) (638, 860, 845, 872)
drc-header (638, 419, 845, 447)
race-row (638, 935, 845, 946)
